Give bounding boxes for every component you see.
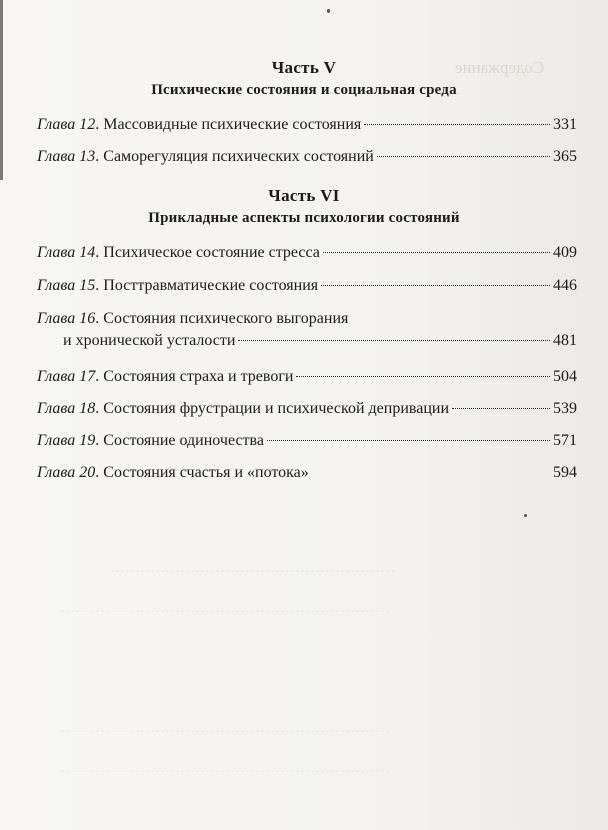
- dot-leader: [296, 376, 550, 377]
- page-number: 365: [553, 148, 577, 165]
- chapter-name: . Состояние одиночества: [95, 432, 264, 449]
- page-number: 594: [553, 464, 577, 481]
- page-number: 409: [553, 244, 577, 261]
- chapter-title: [37, 310, 577, 328]
- page-number: 331: [553, 116, 577, 133]
- dot-leader: [321, 285, 550, 286]
- bleed-through-artifact: …………………………………………………………: [60, 600, 390, 616]
- dot-leader: [377, 156, 550, 157]
- chapter-name: . Состояния фрустрации и психической депривации: [95, 400, 450, 417]
- dot-leader: [452, 408, 550, 409]
- chapter-label: Глава 13: [37, 148, 96, 165]
- chapter-title: [37, 148, 374, 166]
- chapter-name: . Состояния страха и тревоги: [95, 368, 294, 385]
- page-number: 504: [553, 368, 577, 385]
- scan-speck: [327, 9, 330, 13]
- chapter-title: [37, 116, 361, 134]
- page-number: 446: [553, 277, 577, 294]
- toc-entry-chapter-20[interactable]: [37, 464, 577, 482]
- toc-entry-chapter-13[interactable]: [37, 148, 577, 166]
- toc-entry-chapter-17[interactable]: [37, 368, 577, 386]
- chapter-label: Глава 16: [37, 310, 96, 327]
- chapter-name: . Посттравматические состояния: [95, 277, 319, 294]
- chapter-name: . Массовидные психические состояния: [95, 116, 362, 133]
- chapter-label: Глава 18: [37, 400, 96, 417]
- chapter-name: . Состояния психического выгорания: [95, 310, 349, 327]
- chapter-label: Глава 12: [37, 116, 96, 133]
- page-number: 539: [553, 400, 577, 417]
- part-5-heading: Часть V: [271, 58, 337, 77]
- page-number: 571: [553, 432, 577, 449]
- chapter-name: . Состояния счастья и «потока»: [95, 464, 309, 481]
- page-number: 481: [553, 332, 577, 349]
- dot-leader: [312, 472, 322, 473]
- dot-leader: [238, 340, 550, 341]
- toc-entry-chapter-14[interactable]: [37, 244, 577, 262]
- toc-entry-chapter-16[interactable]: [37, 310, 577, 350]
- chapter-name: . Психическое состояние стресса: [95, 244, 320, 261]
- part-6-heading: Часть VI: [268, 186, 340, 205]
- scan-speck: [524, 514, 527, 517]
- part-5-subtitle: Психические состояния и социальная среда: [151, 82, 457, 98]
- part-6-subtitle: Прикладные аспекты психологии состояний: [148, 210, 460, 226]
- toc-entry-chapter-12[interactable]: [37, 116, 577, 134]
- bleed-through-artifact: …………………………………………………: [110, 560, 395, 576]
- chapter-title: [37, 464, 309, 482]
- chapter-label: Глава 15: [37, 277, 96, 294]
- chapter-label: Глава 17: [37, 368, 96, 385]
- bleed-through-artifact: …………………………………………………………: [60, 760, 390, 776]
- bleed-through-artifact: …………………………………………………………: [60, 720, 390, 736]
- chapter-title: [37, 400, 449, 418]
- chapter-label: Глава 20: [37, 464, 96, 481]
- chapter-title: [37, 368, 293, 386]
- toc-entry-chapter-18[interactable]: [37, 400, 577, 418]
- dot-leader: [267, 440, 550, 441]
- chapter-label: Глава 19: [37, 432, 96, 449]
- chapter-name: . Саморегуляция психических состояний: [95, 148, 374, 165]
- chapter-title: [37, 244, 320, 262]
- toc-entry-chapter-19[interactable]: [37, 432, 577, 450]
- chapter-label: Глава 14: [37, 244, 96, 261]
- dot-leader: [323, 252, 550, 253]
- dot-leader: [364, 124, 550, 125]
- chapter-title: [37, 277, 318, 295]
- chapter-title-continued: и хронической усталости: [63, 332, 236, 349]
- toc-entry-chapter-15[interactable]: [37, 277, 577, 295]
- chapter-title: [37, 432, 264, 450]
- bleed-through-artifact: Содержание: [455, 58, 545, 77]
